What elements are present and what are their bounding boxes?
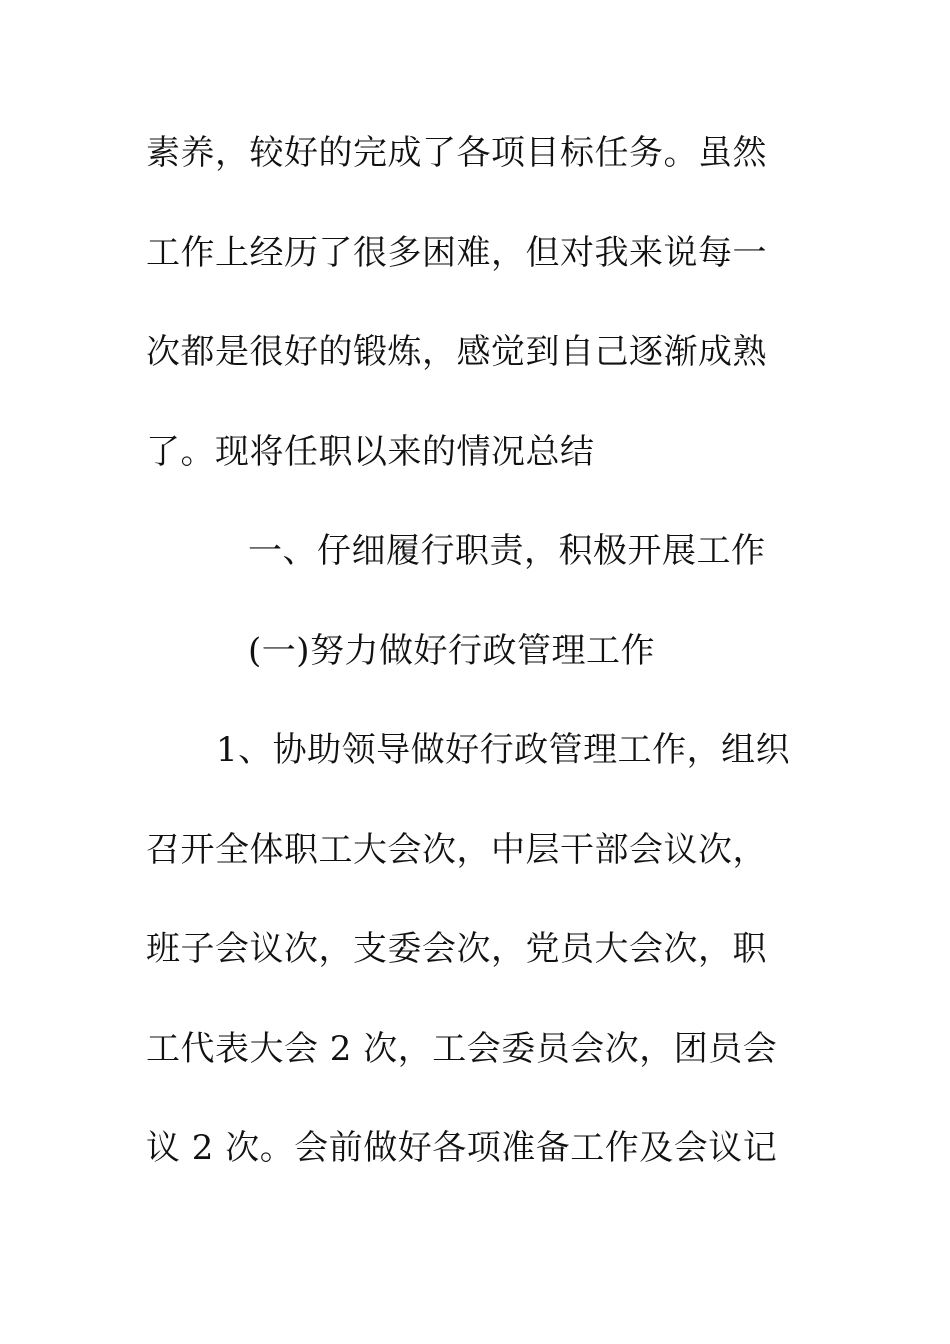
text-line: 工作上经历了很多困难，但对我来说每一: [146, 233, 767, 273]
section-heading: 一、仔细履行职责，积极开展工作: [248, 531, 766, 571]
text-line: 了。现将任职以来的情况总结: [146, 432, 595, 472]
paragraph-line: 1、协助领导做好行政管理工作，组织: [216, 730, 791, 770]
subsection-heading: (一)努力做好行政管理工作: [248, 631, 656, 671]
paragraph-line: 议 2 次。会前做好各项准备工作及会议记: [146, 1128, 778, 1168]
paragraph-line: 召开全体职工大会次，中层干部会议次，: [146, 830, 767, 870]
text-line: 素养，较好的完成了各项目标任务。虽然: [146, 133, 767, 173]
paragraph-line: 班子会议次，支委会次，党员大会次，职: [146, 929, 767, 969]
paragraph-line: 工代表大会 2 次，工会委员会次，团员会: [146, 1029, 778, 1069]
text-line: 次都是很好的锻炼，感觉到自己逐渐成熟: [146, 332, 767, 372]
